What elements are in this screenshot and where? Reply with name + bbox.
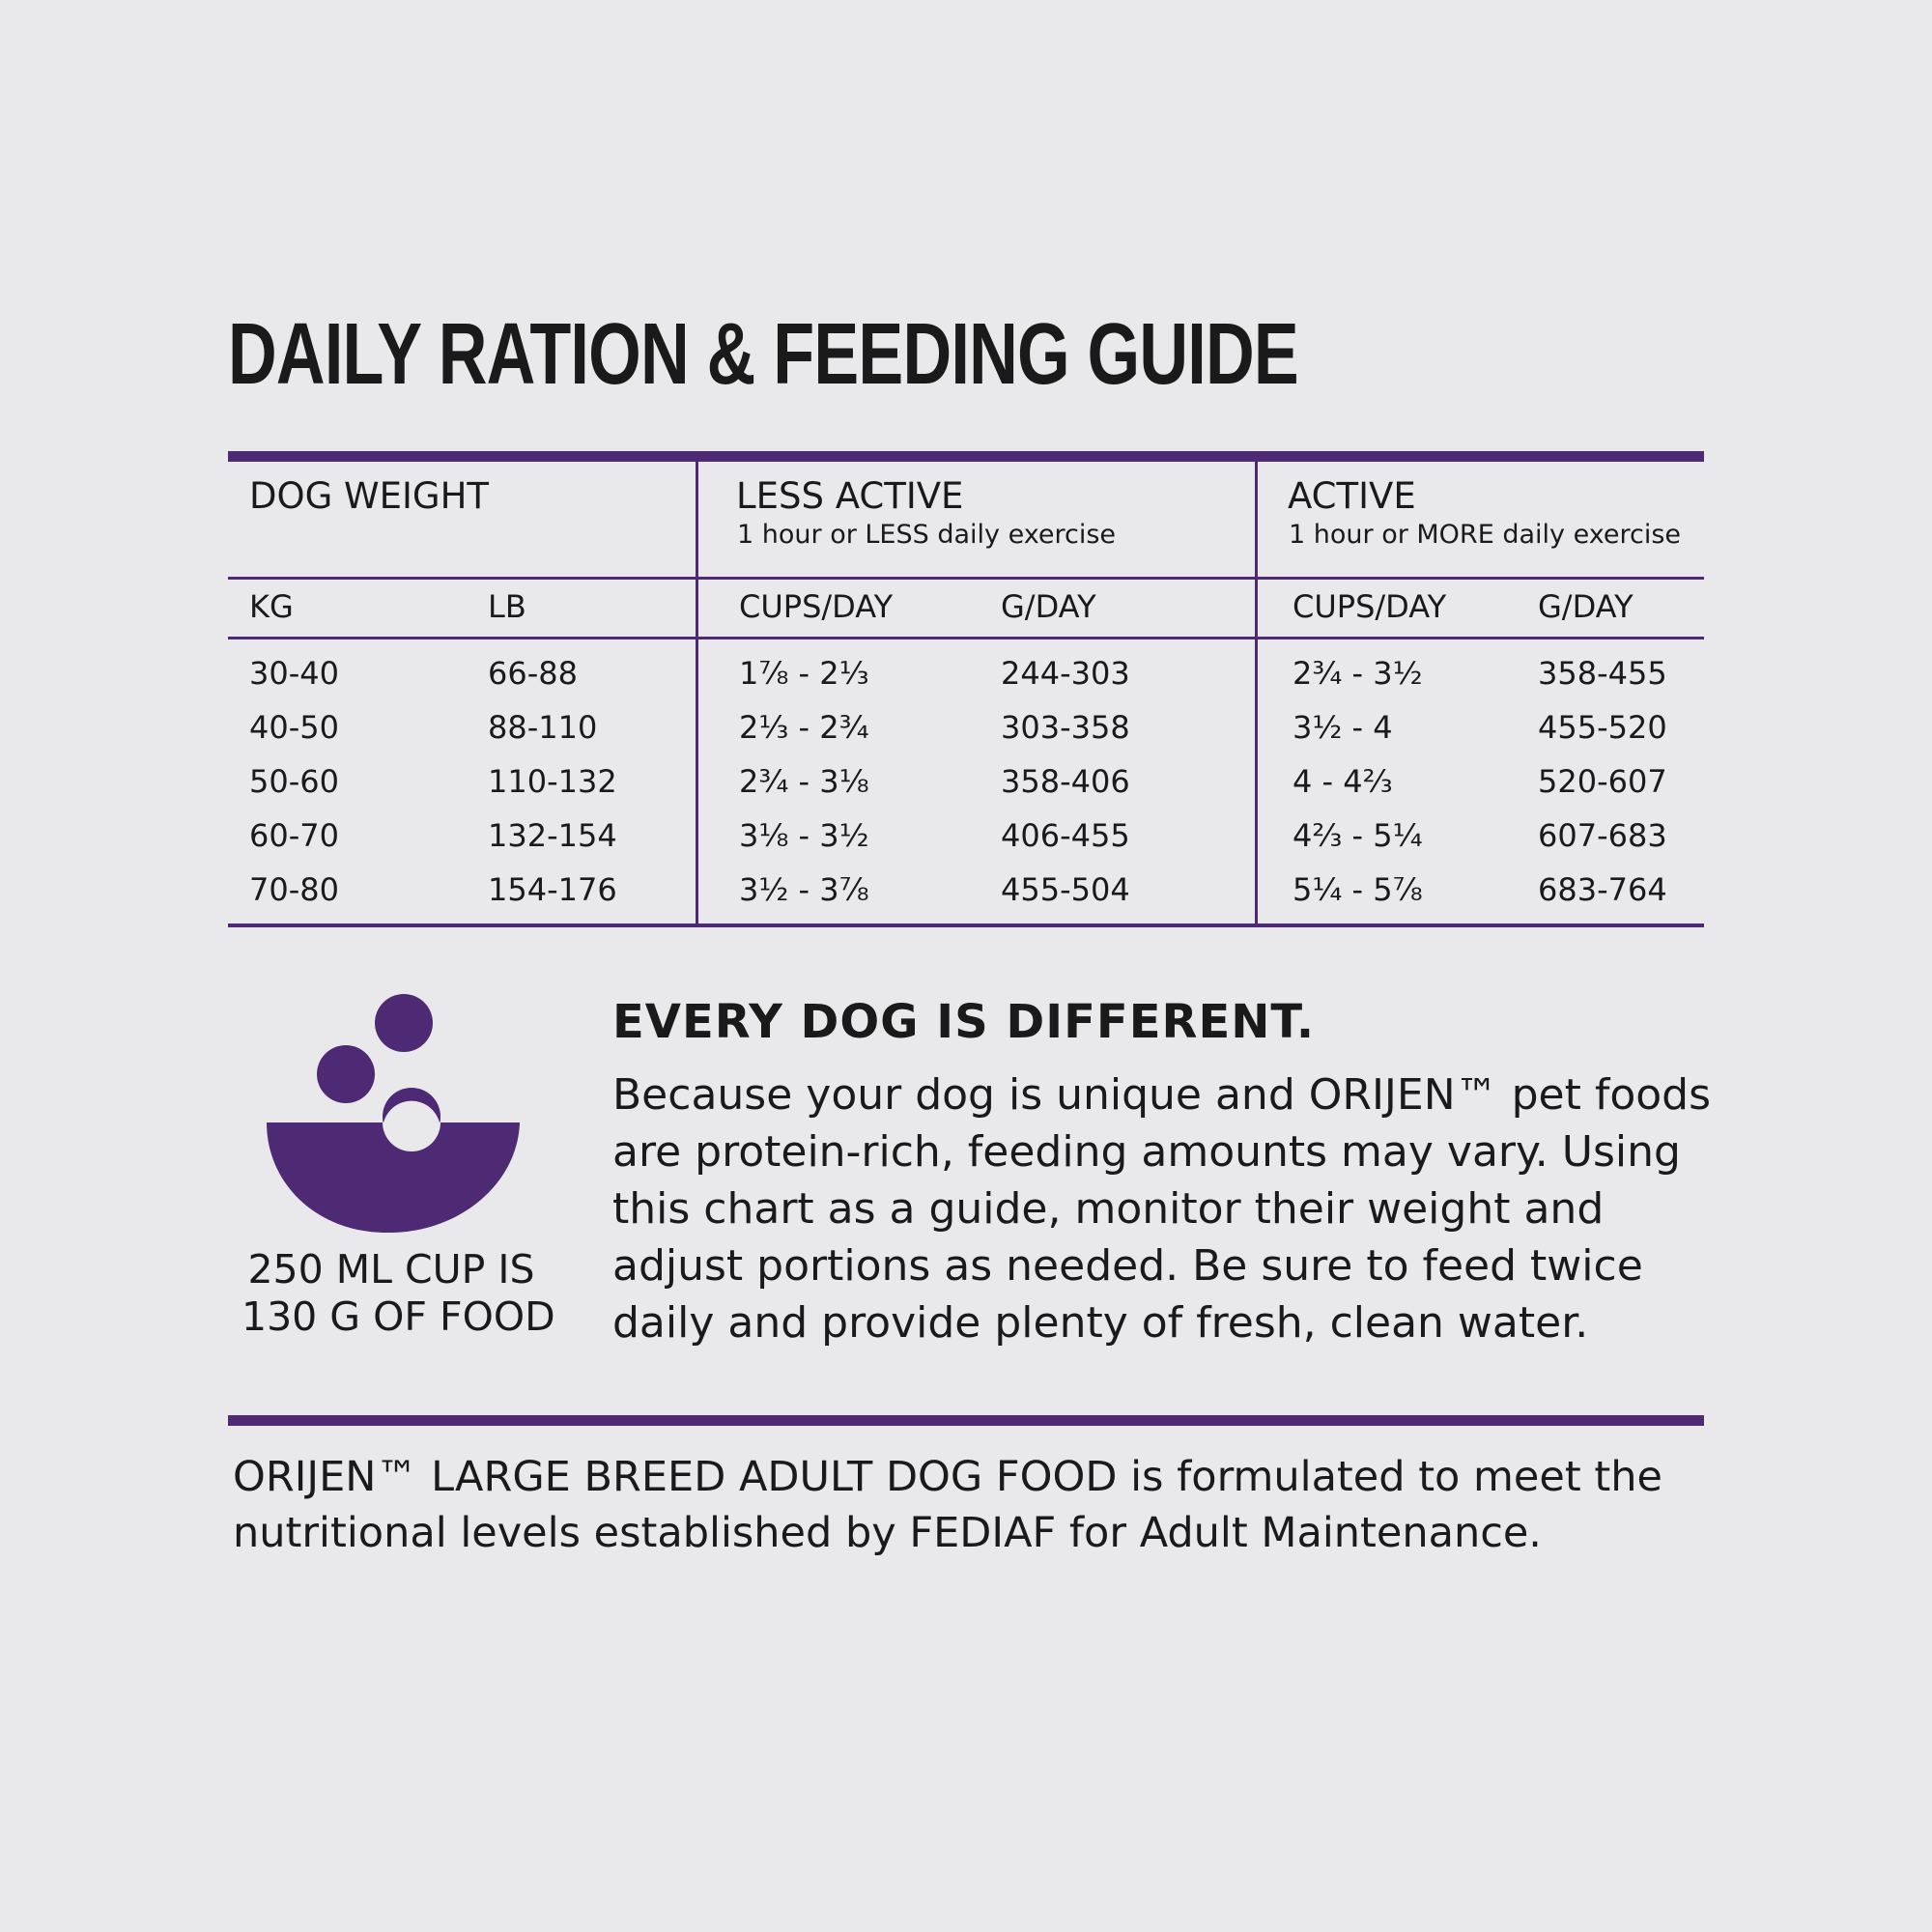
cell-active-grams: 455-520 bbox=[1538, 709, 1667, 746]
header-divider bbox=[228, 577, 1704, 580]
header-dog-weight: DOG WEIGHT bbox=[249, 475, 490, 517]
cell-less-grams: 358-406 bbox=[1001, 763, 1130, 800]
cell-less-cups: 2¾ - 3⅛ bbox=[739, 763, 869, 800]
cell-active-grams: 520-607 bbox=[1538, 763, 1667, 800]
cell-active-cups: 4 - 4⅔ bbox=[1293, 763, 1393, 800]
header-less-active: LESS ACTIVE bbox=[736, 475, 964, 517]
column-header-less-grams: G/DAY bbox=[1001, 588, 1096, 625]
cell-kg: 70-80 bbox=[249, 871, 339, 908]
table-top-rule bbox=[228, 451, 1704, 462]
cell-active-cups: 4⅔ - 5¼ bbox=[1293, 817, 1423, 854]
cell-kg: 60-70 bbox=[249, 817, 339, 854]
cell-kg: 40-50 bbox=[249, 709, 339, 746]
bowl-icon bbox=[259, 989, 531, 1236]
page-title: DAILY RATION & FEEDING GUIDE bbox=[228, 306, 1298, 403]
table-bottom-rule bbox=[228, 923, 1704, 927]
cell-lb: 66-88 bbox=[488, 655, 578, 692]
footer-rule bbox=[228, 1415, 1704, 1426]
cell-active-cups: 5¼ - 5⅞ bbox=[1293, 871, 1423, 908]
column-header-less-cups: CUPS/DAY bbox=[739, 588, 894, 625]
header-less-active-subtitle: 1 hour or LESS daily exercise bbox=[737, 520, 1117, 550]
cup-note-line1: 250 ML CUP IS bbox=[247, 1246, 535, 1293]
cell-lb: 88-110 bbox=[488, 709, 598, 746]
cell-lb: 110-132 bbox=[488, 763, 617, 800]
cell-less-grams: 455-504 bbox=[1001, 871, 1130, 908]
cell-active-grams: 358-455 bbox=[1538, 655, 1667, 692]
cell-less-cups: 2⅓ - 2¾ bbox=[739, 709, 869, 746]
cell-less-grams: 244-303 bbox=[1001, 655, 1130, 692]
different-title: EVERY DOG IS DIFFERENT. bbox=[612, 995, 1316, 1049]
column-header-active-grams: G/DAY bbox=[1538, 588, 1634, 625]
cell-less-cups: 3½ - 3⅞ bbox=[739, 871, 869, 908]
cell-active-grams: 683-764 bbox=[1538, 871, 1667, 908]
cell-active-cups: 2¾ - 3½ bbox=[1293, 655, 1423, 692]
column-header-divider bbox=[228, 637, 1704, 639]
cup-note bbox=[242, 1246, 555, 1341]
cell-less-cups: 1⅞ - 2⅓ bbox=[739, 655, 869, 692]
cell-kg: 50-60 bbox=[249, 763, 339, 800]
header-active: ACTIVE bbox=[1288, 475, 1416, 517]
cup-note-line2: 130 G OF FOOD bbox=[242, 1293, 555, 1341]
cell-active-grams: 607-683 bbox=[1538, 817, 1667, 854]
cell-kg: 30-40 bbox=[249, 655, 339, 692]
cell-active-cups: 3½ - 4 bbox=[1293, 709, 1393, 746]
cell-less-cups: 3⅛ - 3½ bbox=[739, 817, 869, 854]
column-header-active-cups: CUPS/DAY bbox=[1293, 588, 1447, 625]
cell-less-grams: 406-455 bbox=[1001, 817, 1130, 854]
cell-lb: 154-176 bbox=[488, 871, 617, 908]
column-divider-2 bbox=[1255, 460, 1258, 925]
cell-lb: 132-154 bbox=[488, 817, 617, 854]
column-header-kg: KG bbox=[249, 588, 294, 625]
header-active-subtitle: 1 hour or MORE daily exercise bbox=[1289, 520, 1682, 550]
column-divider-1 bbox=[696, 460, 698, 925]
different-body: Because your dog is unique and ORIJEN™ pet foods are protein-rich, feeding amounts may vary. Using this chart as a guide, monitor their weight and adjust portions as needed. Be sure to feed twice daily and provide plenty of fresh, clean water. bbox=[612, 1070, 1712, 1348]
column-header-lb: LB bbox=[488, 588, 526, 625]
cell-less-grams: 303-358 bbox=[1001, 709, 1130, 746]
footer-text: ORIJEN™ LARGE BREED ADULT DOG FOOD is formulated to meet the nutritional levels established by FEDIAF for Adult Maintenance. bbox=[233, 1453, 1662, 1557]
